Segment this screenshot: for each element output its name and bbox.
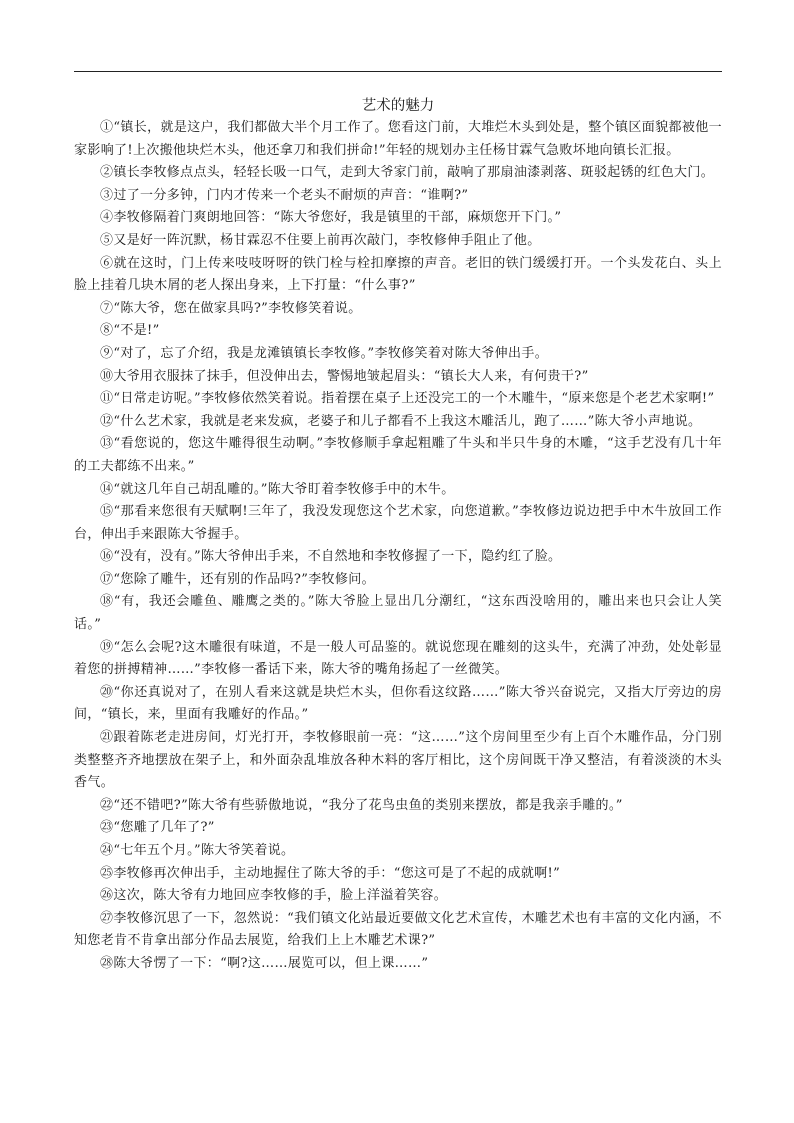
- paragraph-4: ④李牧修隔着门爽朗地回答：“陈大爷您好，我是镇里的干部，麻烦您开下门。”: [100, 210, 562, 226]
- paragraph-13: ⑬“看您说的，您这牛雕得很生动啊。”李牧修顺手拿起粗雕了牛头和半只牛身的木雕，“这手艺没有几十年的工夫都练不出来。”: [74, 436, 722, 474]
- paragraph-16: ⑯“没有，没有。”陈大爷伸出手来，不自然地和李牧修握了一下，隐约红了脸。: [100, 549, 562, 565]
- paragraph-1: ①“镇长，就是这户，我们都做大半个月工作了。您看这门前，大堆烂木头到处是，整个镇区面貌都被他一家影响了!上次搬他块烂木头，他还拿刀和我们拼命!”年轻的规划办主任杨甘霖气急败坏地向镇长汇报。: [74, 120, 722, 158]
- paragraph-26: ㉖这次，陈大爷有力地回应李牧修的手，脸上洋溢着笑容。: [100, 888, 448, 904]
- article-body: [74, 117, 722, 976]
- paragraph-23: ㉓“您雕了几年了?”: [100, 820, 215, 836]
- paragraph-21: ㉑跟着陈老走进房间，灯光打开，李牧修眼前一亮：“这……”这个房间里至少有上百个木雕作品，分门别类整整齐齐地摆放在架子上，和外面杂乱堆放各种木料的客厅相比，这个房间既干净又整洁，有着淡淡的木头香气。: [74, 730, 722, 791]
- paragraph-22: ㉒“还不错吧?”陈大爷有些骄傲地说，“我分了花鸟虫鱼的类别来摆放，都是我亲手雕的。”: [100, 797, 623, 813]
- paragraph-8: ⑧“不是!”: [100, 323, 160, 339]
- paragraph-25: ㉕李牧修再次伸出手，主动地握住了陈大爷的手：“您这可是了不起的成就啊!”: [100, 865, 561, 881]
- article-title: 艺术的魅力: [361, 98, 435, 114]
- paragraph-20: ⑳“你还真说对了，在别人看来这就是块烂木头，但你看这纹路……”陈大爷兴奋说完，又指大厅旁边的房间，“镇长，来，里面有我雕好的作品。”: [74, 684, 722, 723]
- paragraph-11: ⑪“日常走访呢。”李牧修依然笑着说。指着摆在桌子上还没完工的一个木雕牛，“原来您是个老艺术家啊!”: [100, 391, 715, 407]
- paragraph-24: ㉔“七年五个月。”陈大爷笑着说。: [100, 843, 295, 858]
- paragraph-28: ㉘陈大爷愣了一下：“啊?这……展览可以，但上课……”: [100, 955, 429, 971]
- paragraph-10: ⑩大爷用衣服抹了抹手，但没伸出去，警惕地皱起眉头：“镇长大人来，有何贵干?”: [100, 368, 589, 384]
- paragraph-3: ③过了一分多钟，门内才传来一个老头不耐烦的声音：“谁啊?”: [100, 187, 469, 203]
- paragraph-17: ⑰“您除了雕牛，还有别的作品吗?”李牧修问。: [100, 571, 375, 587]
- paragraph-12: ⑫“什么艺术家，我就是老来发疯，老婆子和儿子都看不上我这木雕活儿，跑了……”陈大爷小声地说。: [100, 413, 702, 429]
- paragraph-7: ⑦“陈大爷，您在做家具吗?”李牧修笑着说。: [100, 300, 362, 316]
- paragraph-18: ⑱“有，我还会雕鱼、雕鹰之类的。”陈大爷脸上显出几分潮红，“这东西没啥用的，雕出来也只会让人笑话。”: [74, 594, 722, 633]
- paragraph-2: ②镇长李牧修点点头，轻轻长吸一口气，走到大爷家门前，敲响了那扇油漆剥落、斑驳起锈的红色大门。: [100, 165, 715, 181]
- paragraph-14: ⑭“就这几年自己胡乱雕的。”陈大爷盯着李牧修手中的木牛。: [100, 481, 455, 497]
- paragraph-27: ㉗李牧修沉思了一下，忽然说：“我们镇文化站最近要做文化艺术宣传，木雕艺术也有丰富的文化内涵，不知您老肯不肯拿出部分作品去展览，给我们上上木雕艺术课?”: [74, 910, 722, 949]
- paragraph-5: ⑤又是好一阵沉默，杨甘霖忍不住要上前再次敲门，李牧修伸手阻止了他。: [100, 232, 541, 248]
- header-rule: [74, 71, 722, 72]
- paragraph-19: ⑲“怎么会呢?这木雕很有味道，不是一般人可品鉴的。就说您现在雕刻的这头牛，充满了冲劲，处处彰显着您的拼搏精神……”李牧修一番话下来，陈大爷的嘴角扬起了一丝微笑。: [74, 639, 722, 678]
- paragraph-6: ⑥就在这时，门上传来吱吱呀呀的铁门栓与栓扣摩擦的声音。老旧的铁门缓缓打开。一个头发花白、头上脸上挂着几块木屑的老人探出身来，上下打量：“什么事?”: [74, 255, 722, 294]
- paragraph-15: ⑮“那看来您很有天赋啊!三年了，我没发现您这个艺术家，向您道歉。”李牧修边说边把手中木牛放回工作台，伸出手来跟陈大爷握手。: [74, 504, 722, 542]
- paragraph-9: ⑨“对了，忘了介绍，我是龙滩镇镇长李牧修。”李牧修笑着对陈大爷伸出手。: [100, 345, 549, 361]
